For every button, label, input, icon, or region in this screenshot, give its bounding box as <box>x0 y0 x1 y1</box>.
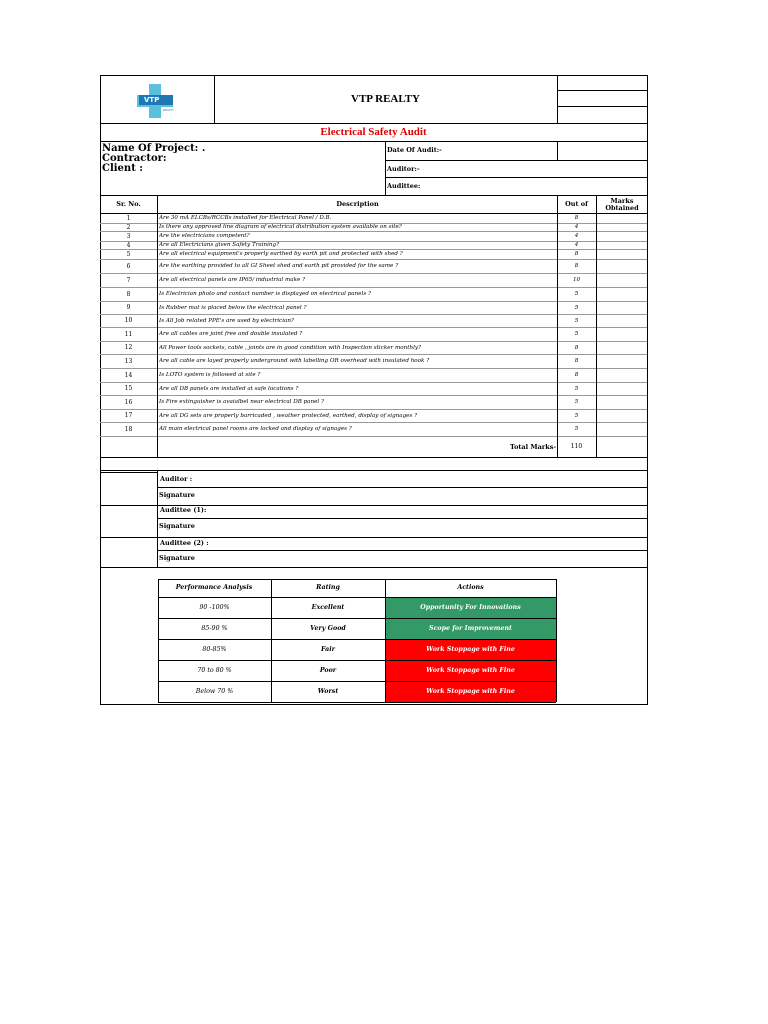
signoff-line <box>157 487 647 488</box>
row-line <box>100 301 647 302</box>
perf-rating: Very Good <box>310 625 346 632</box>
row-line <box>100 409 647 410</box>
table-row <box>100 259 647 273</box>
audit-title: Electrical Safety Audit <box>320 126 427 138</box>
row-line <box>100 395 647 396</box>
total-marks-value: 110 <box>570 443 583 450</box>
perf-action: Work Stoppage with Fine <box>426 667 515 674</box>
perf-action: Opportunity For Innovations <box>420 604 521 611</box>
project-name-label: Name Of Project: . <box>102 143 206 154</box>
perf-row-line <box>158 681 556 682</box>
row-out-of: 8 <box>574 263 579 269</box>
row-sr-number: 13 <box>124 357 133 365</box>
auditee1-signature-label: Signature <box>159 522 195 530</box>
row-out-of: 5 <box>574 317 579 324</box>
perf-action: Work Stoppage with Fine <box>426 646 515 653</box>
row-description: All main electrical panel rooms are locked and display of signages ? <box>159 426 352 432</box>
table-row <box>100 231 647 241</box>
row-line <box>100 354 647 355</box>
row-marks-obtained[interactable] <box>597 249 647 259</box>
row-description: All Power tools sockets, cable , joints are in good condition with Inspection sticker monthly? <box>159 344 422 351</box>
perf-row-line <box>158 618 556 619</box>
perf-range: 80-85% <box>202 646 227 653</box>
row-marks-obtained[interactable] <box>597 314 647 327</box>
col-header-sr: Sr. No. <box>116 200 141 208</box>
col-header-description: Description <box>336 200 379 208</box>
info-bottom <box>100 195 647 196</box>
row-sr-number: 14 <box>124 371 133 379</box>
row-line <box>100 382 647 383</box>
row-out-of: 8 <box>574 372 579 378</box>
row-sr-number: 1 <box>126 214 131 222</box>
row-line <box>100 223 647 224</box>
row-marks-obtained[interactable] <box>597 409 647 422</box>
perf-range: 90 -100% <box>199 604 230 611</box>
row-sr-number: 5 <box>126 250 131 258</box>
title-bottom <box>100 141 647 142</box>
perf-col-line <box>158 579 159 702</box>
row-sr-number: 10 <box>124 317 133 324</box>
auditee2-signature-label: Signature <box>159 554 195 562</box>
row-out-of: 8 <box>574 251 579 257</box>
row-description: Are the earthing provided to all GI Sheet shed and earth pit provided for the same ? <box>159 263 399 269</box>
table-row <box>100 213 647 223</box>
perf-top <box>158 579 556 580</box>
row-description: Are all DG sets are properly barricaded , weather protected, earthed, display of signages ? <box>159 412 418 419</box>
row-out-of: 5 <box>574 331 579 337</box>
row-description: Is All Job related PPE's are used by electrician? <box>159 317 294 324</box>
row-sr-number: 4 <box>126 241 131 249</box>
row-out-of: 5 <box>574 399 579 405</box>
perf-row-line <box>158 660 556 661</box>
row-sr-number: 17 <box>124 412 133 419</box>
table-row <box>100 409 647 422</box>
row-marks-obtained[interactable] <box>597 259 647 273</box>
info-line <box>385 160 647 161</box>
perf-rating: Poor <box>319 667 337 674</box>
row-sr-number: 9 <box>126 304 131 311</box>
spacer-line <box>100 470 647 471</box>
perf-col-line <box>556 579 557 702</box>
perf-header-bottom <box>158 597 556 598</box>
table-row <box>100 241 647 249</box>
row-marks-obtained[interactable] <box>597 368 647 382</box>
row-description: Is there any approved line diagram of electrical distribution system available on site? <box>159 224 402 230</box>
info-divider <box>385 141 386 195</box>
row-description: Is LOTO system is followed at site ? <box>159 372 261 378</box>
table-row <box>100 341 647 354</box>
row-sr-number: 3 <box>126 232 131 240</box>
row-marks-obtained[interactable] <box>597 341 647 354</box>
row-sr-number: 18 <box>124 425 133 433</box>
table-header-bottom <box>100 213 647 214</box>
row-marks-obtained[interactable] <box>597 241 647 249</box>
col-header-out-of: Out of <box>565 200 588 208</box>
row-description: Are 30 mA ELCBs/RCCBs installed for Electrical Panel / D.B. <box>159 215 332 221</box>
row-marks-obtained[interactable] <box>597 382 647 395</box>
row-description: Are all DB panels are installed at safe locations ? <box>159 385 299 392</box>
row-out-of: 5 <box>574 426 579 432</box>
row-description: Are all cable are layed properly underground with labelling OR overhead with insulated hook ? <box>159 358 430 364</box>
table-row <box>100 382 647 395</box>
signoff-line <box>157 550 647 551</box>
table-row <box>100 395 647 409</box>
frame-bottom <box>100 704 648 705</box>
table-row <box>100 422 647 436</box>
table-row <box>100 327 647 341</box>
row-out-of: 5 <box>574 385 579 392</box>
perf-rating: Fair <box>321 646 335 653</box>
header-box-line <box>557 90 647 91</box>
col-line-sr <box>157 195 158 457</box>
row-description: Is Rubber mat is placed below the electrical panel ? <box>159 304 307 311</box>
col-line-marks <box>596 195 597 457</box>
perf-col-rating: Rating <box>316 584 340 591</box>
row-description: Is Electrician photo and contact number is displayed on electrical panels ? <box>159 291 371 297</box>
perf-col-analysis: Performance Analysis <box>175 584 253 591</box>
row-sr-number: 7 <box>126 276 131 284</box>
auditor-signoff-label: Auditor : <box>160 475 193 483</box>
col-line-out <box>557 195 558 457</box>
perf-range: 85-90 % <box>201 625 228 632</box>
row-description: Are all cables are joint free and double insulated ? <box>159 331 303 337</box>
table-row <box>100 368 647 382</box>
row-marks-obtained[interactable] <box>597 422 647 436</box>
row-line <box>100 241 647 242</box>
row-line <box>100 273 647 274</box>
total-bottom <box>100 457 647 458</box>
table-row <box>100 287 647 301</box>
signoff-line <box>100 567 647 568</box>
row-sr-number: 6 <box>126 262 131 270</box>
row-marks-obtained[interactable] <box>597 223 647 231</box>
signoff-line <box>100 505 647 506</box>
row-out-of: 8 <box>574 358 579 364</box>
total-marks-label: Total Marks- <box>510 443 557 451</box>
table-row <box>100 223 647 231</box>
frame-left <box>100 75 101 704</box>
perf-action: Work Stoppage with Fine <box>426 688 515 695</box>
signoff-line <box>100 537 647 538</box>
header-bottom <box>100 123 647 124</box>
logo-divider <box>214 75 215 123</box>
row-line <box>100 327 647 328</box>
info-date-divider <box>557 141 558 160</box>
row-line <box>100 341 647 342</box>
perf-col-actions: Actions <box>457 584 484 591</box>
auditee-label: Audittee: <box>387 182 421 190</box>
perf-action: Scope for Improvement <box>429 625 512 632</box>
row-line <box>100 249 647 250</box>
row-line <box>100 231 647 232</box>
row-out-of: 4 <box>574 224 579 230</box>
auditor-signature-label: Signature <box>159 491 195 499</box>
row-out-of: 5 <box>574 304 579 311</box>
row-out-of: 4 <box>574 233 579 239</box>
perf-row-line <box>158 702 556 703</box>
date-of-audit-label: Date Of Audit:- <box>387 146 442 154</box>
row-description: Are the electricians competent? <box>159 233 250 239</box>
col-header-marks: Marks Obtained <box>605 197 639 212</box>
auditee2-label: Audittee (2) : <box>160 539 209 547</box>
row-marks-obtained[interactable] <box>597 231 647 241</box>
company-logo <box>135 84 185 120</box>
frame-top <box>100 75 648 76</box>
row-line <box>100 368 647 369</box>
header-right-divider <box>557 75 558 123</box>
row-sr-number: 16 <box>124 398 133 406</box>
auditee1-label: Audittee (1): <box>160 506 207 514</box>
logo-text: VTP <box>144 96 160 104</box>
row-sr-number: 2 <box>126 223 131 231</box>
row-marks-obtained[interactable] <box>597 273 647 287</box>
row-out-of: 8 <box>574 344 579 351</box>
row-out-of: 5 <box>574 412 579 419</box>
signoff-line <box>100 472 157 473</box>
logo-subtext: REALTY <box>163 108 174 112</box>
table-row <box>100 301 647 314</box>
info-line <box>385 177 647 178</box>
table-row <box>100 273 647 287</box>
row-marks-obtained[interactable] <box>597 287 647 301</box>
perf-rating: Excellent <box>311 604 345 611</box>
row-description: Are all Electricians given Safety Training? <box>159 242 280 248</box>
row-marks-obtained[interactable] <box>597 213 647 223</box>
row-out-of: 10 <box>572 277 581 283</box>
perf-row-line <box>158 639 556 640</box>
perf-col-line <box>271 579 272 702</box>
row-line <box>100 436 647 437</box>
header-box-line <box>557 106 647 107</box>
row-line <box>100 422 647 423</box>
contractor-label: Contractor: <box>102 153 167 164</box>
row-line <box>100 259 647 260</box>
row-sr-number: 11 <box>124 330 133 338</box>
row-marks-obtained[interactable] <box>597 395 647 409</box>
row-out-of: 4 <box>574 242 579 248</box>
table-row <box>100 249 647 259</box>
row-description: Is Fire extinguisher is avaialbel near electrical DB panel ? <box>159 399 324 405</box>
perf-rating: Worst <box>317 688 339 695</box>
perf-range: 70 to 80 % <box>197 667 232 674</box>
company-name: VTP REALTY <box>351 93 420 105</box>
row-marks-obtained[interactable] <box>597 327 647 341</box>
row-marks-obtained[interactable] <box>597 301 647 314</box>
client-label: Client : <box>102 163 143 174</box>
table-row <box>100 314 647 327</box>
frame-right <box>647 75 648 704</box>
perf-col-line <box>385 579 386 702</box>
auditor-label: Auditor:- <box>387 165 420 173</box>
row-out-of: 8 <box>574 215 579 221</box>
row-marks-obtained[interactable] <box>597 354 647 368</box>
row-sr-number: 15 <box>124 385 133 392</box>
row-description: Are all electrical equipment's properly earthed by earth pit and protected with shed ? <box>159 251 403 257</box>
row-sr-number: 8 <box>126 290 131 298</box>
signoff-line <box>157 518 647 519</box>
perf-range: Below 70 % <box>195 688 234 695</box>
row-line <box>100 287 647 288</box>
row-description: Are all electrical panels are IP65/ industrial make ? <box>159 277 306 283</box>
row-sr-number: 12 <box>124 344 133 351</box>
row-line <box>100 314 647 315</box>
table-row <box>100 354 647 368</box>
row-out-of: 5 <box>574 291 579 297</box>
